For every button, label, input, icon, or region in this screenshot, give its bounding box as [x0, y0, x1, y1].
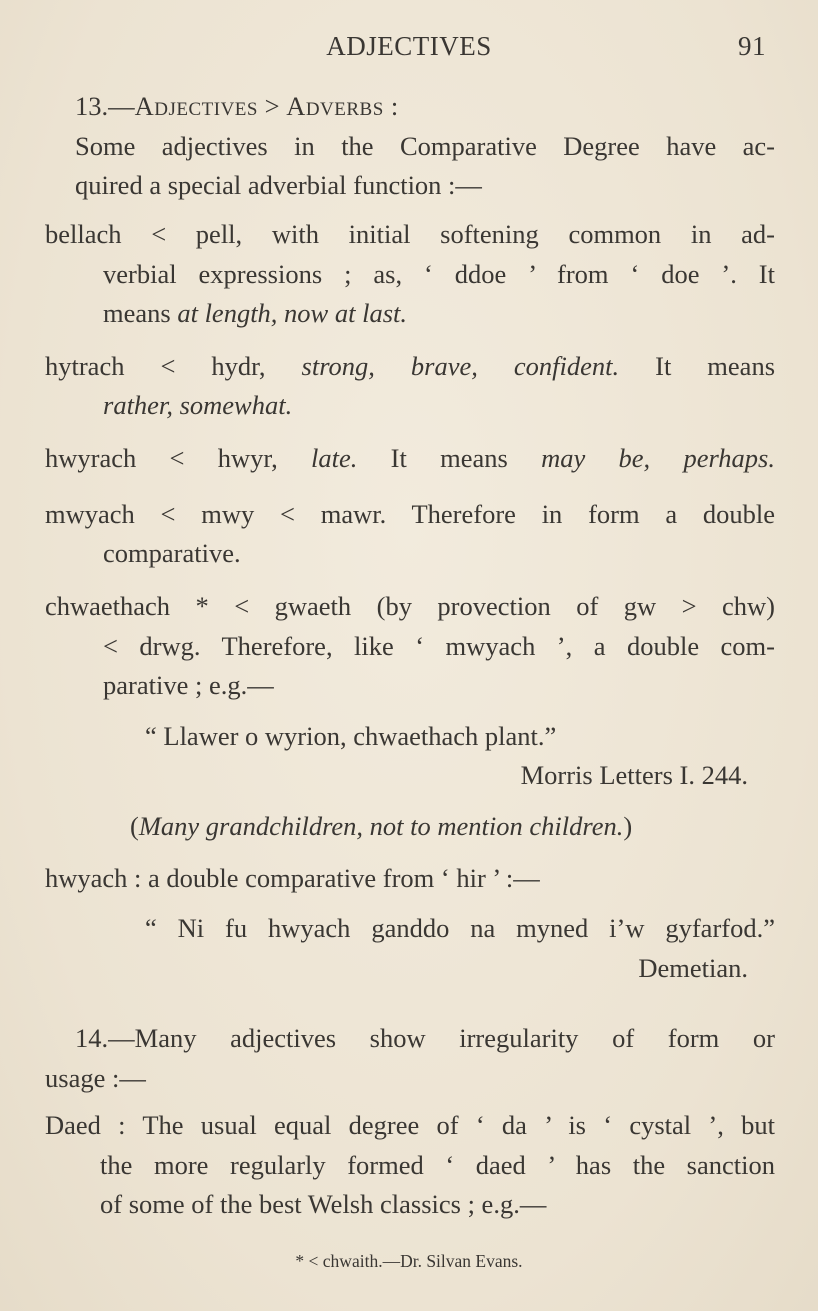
- text-line: [103, 535, 241, 571]
- text-line: [145, 718, 556, 754]
- text-line: [45, 1060, 146, 1096]
- text-segment: 14.—Many adjectives show irregularity of form or: [75, 1023, 775, 1053]
- text-line: [45, 348, 775, 384]
- text-segment: Adverbs :: [286, 91, 399, 121]
- text-segment: 13.—: [75, 91, 135, 121]
- section-heading: [75, 88, 399, 124]
- text-segment: It means: [357, 443, 542, 473]
- italic-text: late.: [311, 443, 358, 473]
- text-line: [0, 757, 748, 793]
- italic-text: at length, now at last.: [177, 298, 408, 328]
- text-line: [45, 860, 540, 896]
- text-segment: It means: [619, 351, 776, 381]
- text-segment: means: [103, 298, 178, 328]
- text-line: [100, 1186, 546, 1222]
- text-segment: < drwg. Therefore, like ‘ mwyach ’, a double com-: [103, 631, 775, 661]
- text-segment: of some of the best Welsh classics ; e.g.—: [100, 1189, 547, 1219]
- italic-text: strong, brave, confident.: [301, 351, 620, 381]
- text-segment: parative ; e.g.—: [103, 670, 274, 700]
- text-segment: >: [257, 91, 287, 121]
- italic-text: may be, perhaps.: [541, 443, 775, 473]
- text-segment: bellach < pell, with initial softening common in ad-: [45, 219, 775, 249]
- text-segment: comparative.: [103, 538, 241, 568]
- text-segment: mwyach < mwy < mawr. Therefore in form a double: [45, 499, 775, 529]
- text-segment: “ Ni fu hwyach ganddo na myned i’w gyfarfod.”: [145, 913, 775, 943]
- text-line: [103, 387, 292, 423]
- page-number: 91: [738, 31, 766, 61]
- italic-text: rather, somewhat.: [103, 390, 293, 420]
- text-segment: (: [130, 811, 139, 841]
- text-line: [75, 128, 775, 164]
- text-line: [75, 1020, 775, 1056]
- text-segment: hwyach : a double comparative from ‘ hir ’ :—: [45, 863, 540, 893]
- text-segment: verbial expressions ; as, ‘ ddoe ’ from ‘ doe ’. It: [103, 259, 775, 289]
- text-line: [75, 167, 482, 203]
- text-segment: Demetian.: [638, 953, 748, 983]
- text-segment: Some adjectives in the Comparative Degree have ac-: [75, 131, 775, 161]
- text-line: [103, 667, 274, 703]
- text-line: [0, 950, 748, 986]
- text-segment: chwaethach * < gwaeth (by provection of gw > chw): [45, 591, 775, 621]
- text-line: [45, 496, 775, 532]
- text-line: [103, 295, 407, 331]
- text-line: [100, 1147, 775, 1183]
- footnote: * < chwaith.—Dr. Silvan Evans.: [295, 1251, 523, 1271]
- text-line: [45, 1107, 775, 1143]
- text-segment: Morris Letters I. 244.: [520, 760, 748, 790]
- text-segment: quired a special adverbial function :—: [75, 170, 482, 200]
- text-segment: the more regularly formed ‘ daed ’ has the sanction: [100, 1150, 775, 1180]
- text-segment: “ Llawer o wyrion, chwaethach plant.”: [145, 721, 557, 751]
- text-segment: hytrach < hydr,: [45, 351, 302, 381]
- text-segment: hwyrach < hwyr,: [45, 443, 312, 473]
- text-line: [45, 588, 775, 624]
- text-line: [103, 628, 775, 664]
- text-segment: Adjectives: [134, 91, 258, 121]
- text-line: [130, 808, 632, 844]
- text-segment: usage :—: [45, 1063, 146, 1093]
- text-segment: ): [623, 811, 633, 841]
- italic-text: Many grandchildren, not to mention children.: [138, 811, 624, 841]
- text-line: [45, 216, 775, 252]
- text-line: [103, 256, 775, 292]
- text-line: [145, 910, 775, 946]
- text-line: [45, 440, 775, 476]
- text-segment: Daed : The usual equal degree of ‘ da ’ is ‘ cystal ’, but: [45, 1110, 775, 1140]
- running-header-title: ADJECTIVES: [326, 31, 492, 61]
